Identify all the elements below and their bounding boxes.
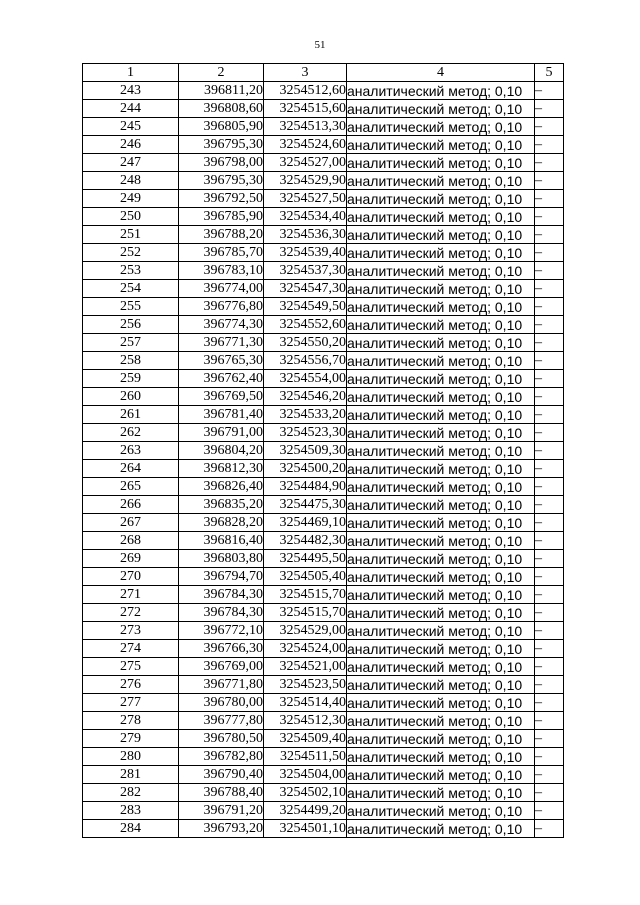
point-number-cell: 273 [83, 622, 179, 640]
x-coordinate-cell: 396803,80 [179, 550, 264, 568]
y-coordinate-cell: 3254469,10 [264, 514, 347, 532]
table-row [83, 298, 564, 316]
table-row [83, 136, 564, 154]
note-cell: – [535, 496, 564, 514]
table-row [83, 406, 564, 424]
point-number-cell: 244 [83, 100, 179, 118]
y-coordinate-cell: 3254527,50 [264, 190, 347, 208]
note-cell: – [535, 748, 564, 766]
table-row [83, 532, 564, 550]
y-coordinate-cell: 3254512,60 [264, 82, 347, 100]
point-number-cell: 247 [83, 154, 179, 172]
point-number-cell: 279 [83, 730, 179, 748]
y-coordinate-cell: 3254515,70 [264, 586, 347, 604]
point-number-cell: 265 [83, 478, 179, 496]
note-cell: – [535, 802, 564, 820]
note-cell: – [535, 136, 564, 154]
note-cell: – [535, 370, 564, 388]
y-coordinate-cell: 3254537,30 [264, 262, 347, 280]
y-coordinate-cell: 3254536,30 [264, 226, 347, 244]
x-coordinate-cell: 396776,80 [179, 298, 264, 316]
x-coordinate-cell: 396784,30 [179, 586, 264, 604]
table-row [83, 190, 564, 208]
x-coordinate-cell: 396808,60 [179, 100, 264, 118]
note-cell: – [535, 532, 564, 550]
x-coordinate-cell: 396798,00 [179, 154, 264, 172]
point-number-cell: 280 [83, 748, 179, 766]
y-coordinate-cell: 3254523,50 [264, 676, 347, 694]
y-coordinate-cell: 3254539,40 [264, 244, 347, 262]
x-coordinate-cell: 396780,50 [179, 730, 264, 748]
method-accuracy-cell: аналитический метод; 0,10 [347, 604, 535, 622]
x-coordinate-cell: 396784,30 [179, 604, 264, 622]
method-accuracy-cell: аналитический метод; 0,10 [347, 370, 535, 388]
x-coordinate-cell: 396771,30 [179, 334, 264, 352]
note-cell: – [535, 514, 564, 532]
point-number-cell: 246 [83, 136, 179, 154]
note-cell: – [535, 694, 564, 712]
table-row [83, 730, 564, 748]
point-number-cell: 253 [83, 262, 179, 280]
table-row [83, 766, 564, 784]
table-row [83, 604, 564, 622]
table-row [83, 514, 564, 532]
method-accuracy-cell: аналитический метод; 0,10 [347, 226, 535, 244]
note-cell: – [535, 640, 564, 658]
table-row [83, 226, 564, 244]
method-accuracy-cell: аналитический метод; 0,10 [347, 136, 535, 154]
table-row [83, 388, 564, 406]
method-accuracy-cell: аналитический метод; 0,10 [347, 280, 535, 298]
point-number-cell: 257 [83, 334, 179, 352]
table-row [83, 280, 564, 298]
note-cell: – [535, 334, 564, 352]
method-accuracy-cell: аналитический метод; 0,10 [347, 784, 535, 802]
table-header-row [83, 64, 564, 82]
note-cell: – [535, 676, 564, 694]
table-row [83, 316, 564, 334]
x-coordinate-cell: 396762,40 [179, 370, 264, 388]
y-coordinate-cell: 3254556,70 [264, 352, 347, 370]
method-accuracy-cell: аналитический метод; 0,10 [347, 154, 535, 172]
method-accuracy-cell: аналитический метод; 0,10 [347, 712, 535, 730]
table-row [83, 172, 564, 190]
y-coordinate-cell: 3254534,40 [264, 208, 347, 226]
table-row [83, 712, 564, 730]
note-cell: – [535, 316, 564, 334]
method-accuracy-cell: аналитический метод; 0,10 [347, 388, 535, 406]
table-row [83, 568, 564, 586]
point-number-cell: 258 [83, 352, 179, 370]
table-row [83, 802, 564, 820]
x-coordinate-cell: 396769,00 [179, 658, 264, 676]
note-cell: – [535, 82, 564, 100]
y-coordinate-cell: 3254515,70 [264, 604, 347, 622]
table-body [83, 82, 564, 838]
table-row [83, 82, 564, 100]
x-coordinate-cell: 396811,20 [179, 82, 264, 100]
method-accuracy-cell: аналитический метод; 0,10 [347, 640, 535, 658]
y-coordinate-cell: 3254502,10 [264, 784, 347, 802]
y-coordinate-cell: 3254511,50 [264, 748, 347, 766]
method-accuracy-cell: аналитический метод; 0,10 [347, 442, 535, 460]
x-coordinate-cell: 396774,30 [179, 316, 264, 334]
x-coordinate-cell: 396826,40 [179, 478, 264, 496]
method-accuracy-cell: аналитический метод; 0,10 [347, 532, 535, 550]
y-coordinate-cell: 3254529,00 [264, 622, 347, 640]
method-accuracy-cell: аналитический метод; 0,10 [347, 82, 535, 100]
point-number-cell: 262 [83, 424, 179, 442]
table-row [83, 658, 564, 676]
point-number-cell: 263 [83, 442, 179, 460]
y-coordinate-cell: 3254521,00 [264, 658, 347, 676]
point-number-cell: 276 [83, 676, 179, 694]
method-accuracy-cell: аналитический метод; 0,10 [347, 244, 535, 262]
x-coordinate-cell: 396782,80 [179, 748, 264, 766]
y-coordinate-cell: 3254524,00 [264, 640, 347, 658]
x-coordinate-cell: 396771,80 [179, 676, 264, 694]
y-coordinate-cell: 3254523,30 [264, 424, 347, 442]
x-coordinate-cell: 396785,90 [179, 208, 264, 226]
table-row [83, 370, 564, 388]
page-number: 51 [314, 39, 326, 51]
table-row [83, 334, 564, 352]
table-row [83, 784, 564, 802]
point-number-cell: 261 [83, 406, 179, 424]
method-accuracy-cell: аналитический метод; 0,10 [347, 298, 535, 316]
point-number-cell: 282 [83, 784, 179, 802]
column-header: 3 [264, 64, 347, 82]
point-number-cell: 269 [83, 550, 179, 568]
point-number-cell: 250 [83, 208, 179, 226]
method-accuracy-cell: аналитический метод; 0,10 [347, 352, 535, 370]
method-accuracy-cell: аналитический метод; 0,10 [347, 730, 535, 748]
method-accuracy-cell: аналитический метод; 0,10 [347, 568, 535, 586]
table-row [83, 550, 564, 568]
column-header: 4 [347, 64, 535, 82]
note-cell: – [535, 550, 564, 568]
y-coordinate-cell: 3254495,50 [264, 550, 347, 568]
y-coordinate-cell: 3254499,20 [264, 802, 347, 820]
point-number-cell: 254 [83, 280, 179, 298]
table-row [83, 676, 564, 694]
table-row [83, 154, 564, 172]
table-row [83, 694, 564, 712]
point-number-cell: 278 [83, 712, 179, 730]
point-number-cell: 272 [83, 604, 179, 622]
note-cell: – [535, 388, 564, 406]
y-coordinate-cell: 3254527,00 [264, 154, 347, 172]
point-number-cell: 277 [83, 694, 179, 712]
method-accuracy-cell: аналитический метод; 0,10 [347, 748, 535, 766]
method-accuracy-cell: аналитический метод; 0,10 [347, 694, 535, 712]
note-cell: – [535, 244, 564, 262]
point-number-cell: 248 [83, 172, 179, 190]
table-row [83, 622, 564, 640]
y-coordinate-cell: 3254515,60 [264, 100, 347, 118]
note-cell: – [535, 190, 564, 208]
table-row [83, 442, 564, 460]
table-row [83, 424, 564, 442]
method-accuracy-cell: аналитический метод; 0,10 [347, 514, 535, 532]
coordinates-table [82, 63, 564, 838]
y-coordinate-cell: 3254552,60 [264, 316, 347, 334]
x-coordinate-cell: 396780,00 [179, 694, 264, 712]
point-number-cell: 260 [83, 388, 179, 406]
y-coordinate-cell: 3254529,90 [264, 172, 347, 190]
point-number-cell: 274 [83, 640, 179, 658]
point-number-cell: 245 [83, 118, 179, 136]
point-number-cell: 259 [83, 370, 179, 388]
x-coordinate-cell: 396781,40 [179, 406, 264, 424]
point-number-cell: 270 [83, 568, 179, 586]
note-cell: – [535, 568, 564, 586]
point-number-cell: 275 [83, 658, 179, 676]
method-accuracy-cell: аналитический метод; 0,10 [347, 460, 535, 478]
method-accuracy-cell: аналитический метод; 0,10 [347, 100, 535, 118]
y-coordinate-cell: 3254512,30 [264, 712, 347, 730]
point-number-cell: 255 [83, 298, 179, 316]
point-number-cell: 283 [83, 802, 179, 820]
note-cell: – [535, 712, 564, 730]
y-coordinate-cell: 3254554,00 [264, 370, 347, 388]
y-coordinate-cell: 3254509,40 [264, 730, 347, 748]
point-number-cell: 264 [83, 460, 179, 478]
note-cell: – [535, 460, 564, 478]
point-number-cell: 251 [83, 226, 179, 244]
y-coordinate-cell: 3254549,50 [264, 298, 347, 316]
note-cell: – [535, 478, 564, 496]
note-cell: – [535, 820, 564, 838]
note-cell: – [535, 208, 564, 226]
method-accuracy-cell: аналитический метод; 0,10 [347, 424, 535, 442]
table-row [83, 640, 564, 658]
point-number-cell: 243 [83, 82, 179, 100]
method-accuracy-cell: аналитический метод; 0,10 [347, 262, 535, 280]
method-accuracy-cell: аналитический метод; 0,10 [347, 820, 535, 838]
y-coordinate-cell: 3254509,30 [264, 442, 347, 460]
x-coordinate-cell: 396835,20 [179, 496, 264, 514]
method-accuracy-cell: аналитический метод; 0,10 [347, 172, 535, 190]
table-row [83, 586, 564, 604]
x-coordinate-cell: 396765,30 [179, 352, 264, 370]
note-cell: – [535, 100, 564, 118]
x-coordinate-cell: 396816,40 [179, 532, 264, 550]
point-number-cell: 256 [83, 316, 179, 334]
x-coordinate-cell: 396777,80 [179, 712, 264, 730]
x-coordinate-cell: 396766,30 [179, 640, 264, 658]
x-coordinate-cell: 396805,90 [179, 118, 264, 136]
y-coordinate-cell: 3254550,20 [264, 334, 347, 352]
x-coordinate-cell: 396812,30 [179, 460, 264, 478]
x-coordinate-cell: 396795,30 [179, 172, 264, 190]
y-coordinate-cell: 3254513,30 [264, 118, 347, 136]
method-accuracy-cell: аналитический метод; 0,10 [347, 586, 535, 604]
method-accuracy-cell: аналитический метод; 0,10 [347, 334, 535, 352]
x-coordinate-cell: 396828,20 [179, 514, 264, 532]
y-coordinate-cell: 3254501,10 [264, 820, 347, 838]
method-accuracy-cell: аналитический метод; 0,10 [347, 766, 535, 784]
y-coordinate-cell: 3254504,00 [264, 766, 347, 784]
table-row [83, 118, 564, 136]
x-coordinate-cell: 396795,30 [179, 136, 264, 154]
note-cell: – [535, 784, 564, 802]
table-row [83, 496, 564, 514]
method-accuracy-cell: аналитический метод; 0,10 [347, 118, 535, 136]
y-coordinate-cell: 3254475,30 [264, 496, 347, 514]
note-cell: – [535, 622, 564, 640]
x-coordinate-cell: 396788,20 [179, 226, 264, 244]
method-accuracy-cell: аналитический метод; 0,10 [347, 550, 535, 568]
method-accuracy-cell: аналитический метод; 0,10 [347, 478, 535, 496]
note-cell: – [535, 352, 564, 370]
column-header: 5 [535, 64, 564, 82]
note-cell: – [535, 226, 564, 244]
point-number-cell: 266 [83, 496, 179, 514]
note-cell: – [535, 730, 564, 748]
point-number-cell: 281 [83, 766, 179, 784]
point-number-cell: 284 [83, 820, 179, 838]
x-coordinate-cell: 396788,40 [179, 784, 264, 802]
table-row [83, 244, 564, 262]
x-coordinate-cell: 396769,50 [179, 388, 264, 406]
note-cell: – [535, 298, 564, 316]
note-cell: – [535, 658, 564, 676]
y-coordinate-cell: 3254484,90 [264, 478, 347, 496]
x-coordinate-cell: 396804,20 [179, 442, 264, 460]
method-accuracy-cell: аналитический метод; 0,10 [347, 406, 535, 424]
note-cell: – [535, 406, 564, 424]
note-cell: – [535, 604, 564, 622]
note-cell: – [535, 154, 564, 172]
table-row [83, 100, 564, 118]
x-coordinate-cell: 396793,20 [179, 820, 264, 838]
x-coordinate-cell: 396785,70 [179, 244, 264, 262]
point-number-cell: 271 [83, 586, 179, 604]
table-row [83, 208, 564, 226]
x-coordinate-cell: 396791,20 [179, 802, 264, 820]
point-number-cell: 267 [83, 514, 179, 532]
y-coordinate-cell: 3254547,30 [264, 280, 347, 298]
method-accuracy-cell: аналитический метод; 0,10 [347, 622, 535, 640]
table-row [83, 478, 564, 496]
x-coordinate-cell: 396794,70 [179, 568, 264, 586]
point-number-cell: 268 [83, 532, 179, 550]
method-accuracy-cell: аналитический метод; 0,10 [347, 316, 535, 334]
method-accuracy-cell: аналитический метод; 0,10 [347, 208, 535, 226]
y-coordinate-cell: 3254533,20 [264, 406, 347, 424]
y-coordinate-cell: 3254505,40 [264, 568, 347, 586]
x-coordinate-cell: 396790,40 [179, 766, 264, 784]
x-coordinate-cell: 396774,00 [179, 280, 264, 298]
y-coordinate-cell: 3254514,40 [264, 694, 347, 712]
note-cell: – [535, 424, 564, 442]
method-accuracy-cell: аналитический метод; 0,10 [347, 802, 535, 820]
y-coordinate-cell: 3254524,60 [264, 136, 347, 154]
table-row [83, 352, 564, 370]
table-row [83, 262, 564, 280]
note-cell: – [535, 766, 564, 784]
method-accuracy-cell: аналитический метод; 0,10 [347, 676, 535, 694]
column-header: 1 [83, 64, 179, 82]
y-coordinate-cell: 3254482,30 [264, 532, 347, 550]
table-row [83, 748, 564, 766]
note-cell: – [535, 262, 564, 280]
note-cell: – [535, 442, 564, 460]
x-coordinate-cell: 396792,50 [179, 190, 264, 208]
table-row [83, 460, 564, 478]
x-coordinate-cell: 396791,00 [179, 424, 264, 442]
method-accuracy-cell: аналитический метод; 0,10 [347, 658, 535, 676]
note-cell: – [535, 118, 564, 136]
note-cell: – [535, 172, 564, 190]
x-coordinate-cell: 396772,10 [179, 622, 264, 640]
y-coordinate-cell: 3254546,20 [264, 388, 347, 406]
method-accuracy-cell: аналитический метод; 0,10 [347, 190, 535, 208]
method-accuracy-cell: аналитический метод; 0,10 [347, 496, 535, 514]
point-number-cell: 252 [83, 244, 179, 262]
column-header: 2 [179, 64, 264, 82]
y-coordinate-cell: 3254500,20 [264, 460, 347, 478]
point-number-cell: 249 [83, 190, 179, 208]
note-cell: – [535, 280, 564, 298]
note-cell: – [535, 586, 564, 604]
table-row [83, 820, 564, 838]
x-coordinate-cell: 396783,10 [179, 262, 264, 280]
